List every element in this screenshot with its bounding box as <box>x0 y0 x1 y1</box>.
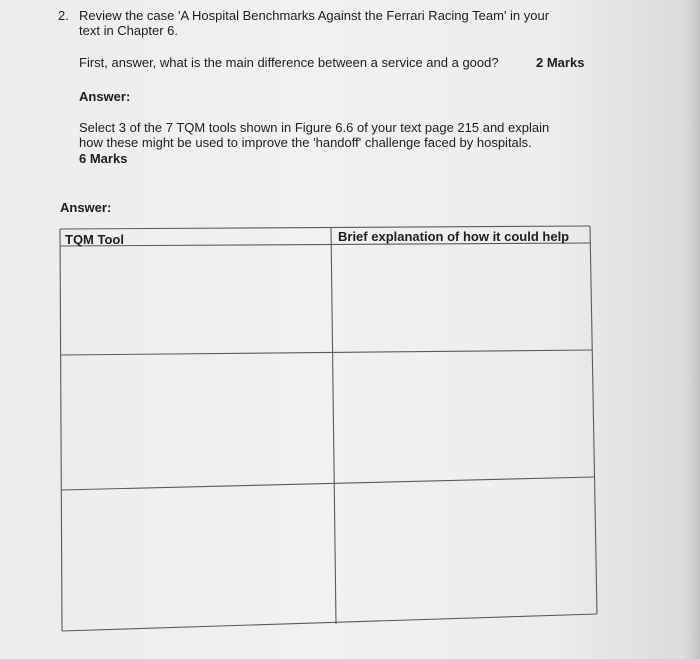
part1-question: First, answer, what is the main difference between a service and a good? <box>79 55 499 70</box>
table-cell-row3-tool[interactable] <box>63 492 334 629</box>
table-cell-row1-tool[interactable] <box>62 248 330 353</box>
question-text-line-1: Review the case 'A Hospital Benchmarks Against the Ferrari Racing Team' in your <box>79 8 550 23</box>
table-header-explanation: Brief explanation of how it could help <box>338 229 570 244</box>
table-cell-row2-explanation[interactable] <box>334 352 592 476</box>
part2-question-line-1: Select 3 of the 7 TQM tools shown in Figure 6.6 of your text page 215 and explain <box>79 120 550 135</box>
table-cell-row3-explanation[interactable] <box>336 479 595 613</box>
table-cell-row2-tool[interactable] <box>62 357 332 488</box>
question-text-line-2: text in Chapter 6. <box>79 23 178 38</box>
table-cell-row1-explanation[interactable] <box>333 246 590 349</box>
part2-marks: 6 Marks <box>79 151 128 166</box>
question-number: 2. <box>58 8 69 23</box>
part1-marks: 2 Marks <box>536 55 585 70</box>
table-header-tqm-tool: TQM Tool <box>65 232 124 247</box>
part2-question-line-2: how these might be used to improve the 'handoff' challenge faced by hospitals. <box>79 135 532 150</box>
part2-answer-label: Answer: <box>60 200 112 215</box>
part1-answer-label: Answer: <box>79 89 131 104</box>
